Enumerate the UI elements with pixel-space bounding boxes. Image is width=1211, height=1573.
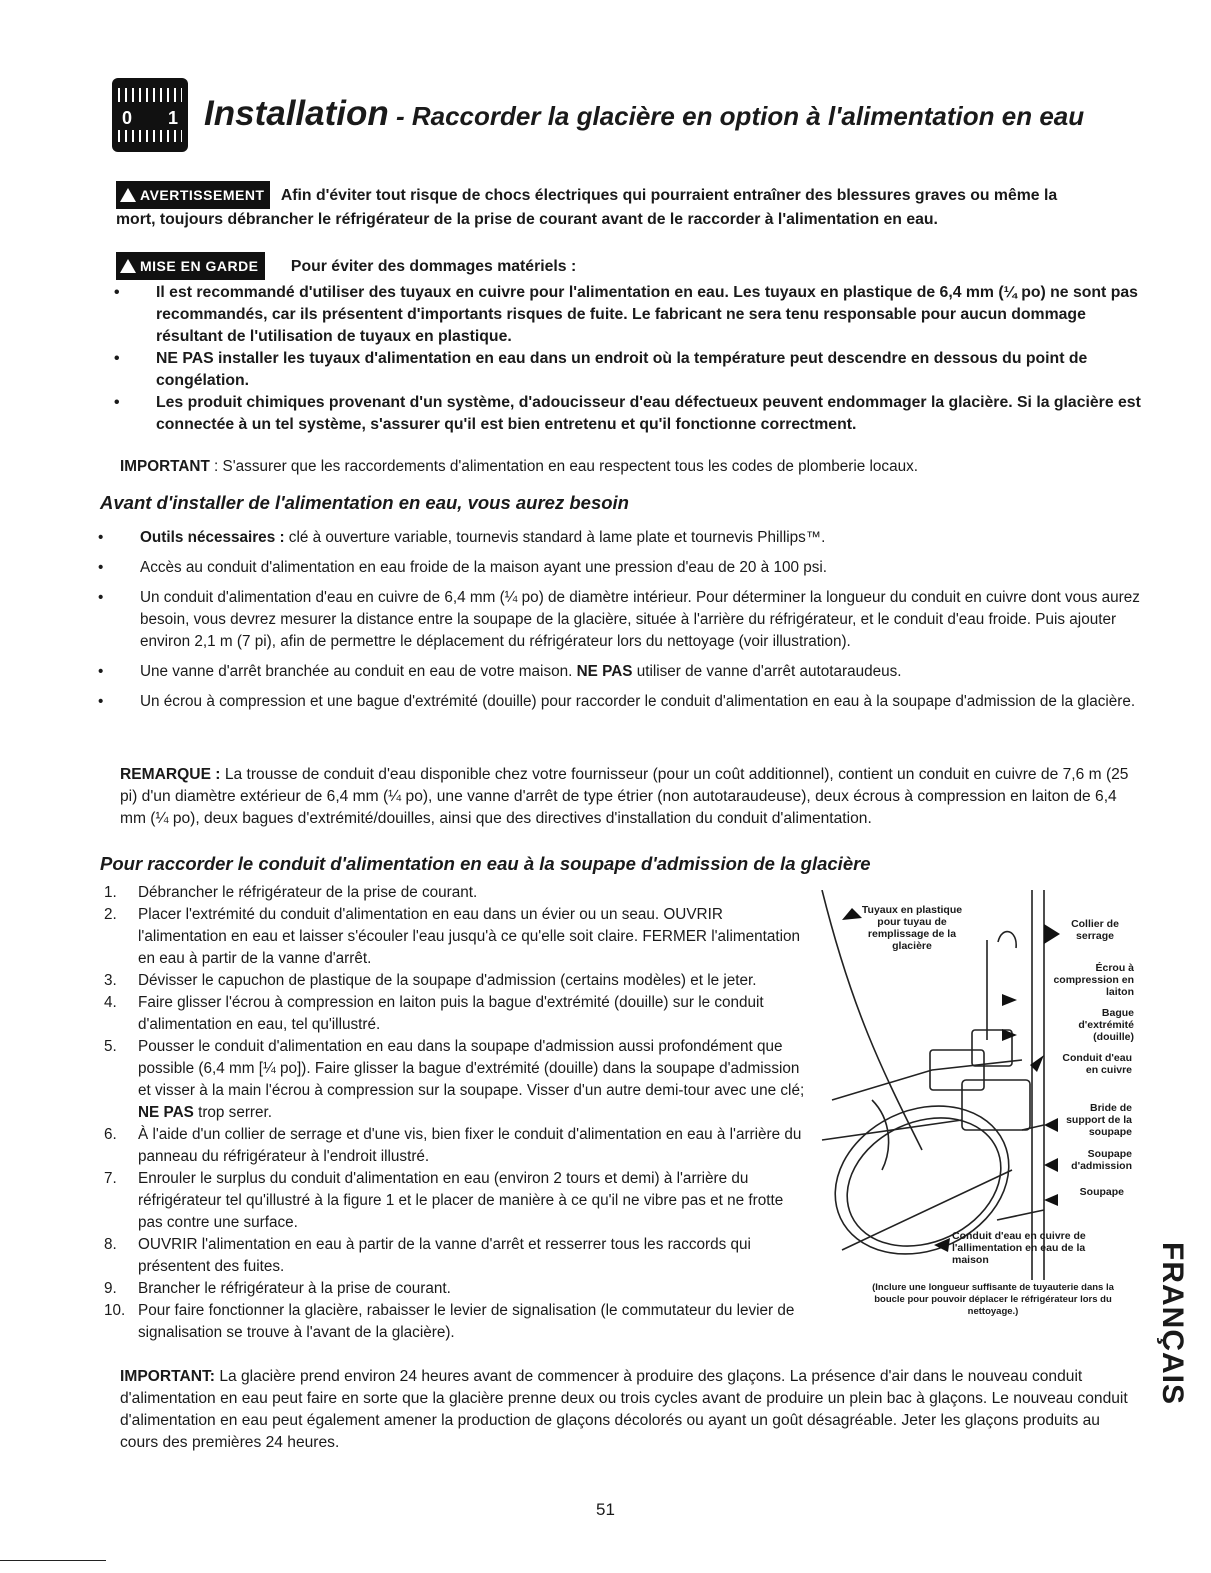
warning-block [116, 181, 1146, 231]
remarque-note [120, 764, 1130, 830]
list-item: • Un conduit d'alimentation d'eau en cuivre de 6,4 mm (¼ po) de diamètre intérieur. Pour déterminer la longueur du conduit en cuivre dont vous aurez besoin, vous devrez mesurer la distance entre la soupape de la glacière, située à l'arrière du réfrigérateur, et le conduit d'eau froide. Puis ajouter environ 2,1 m (7 pi), afin de permettre le déplacement du réfrigérateur lors du nettoyage (voir illustration). [100, 587, 1150, 653]
warning-line2: mort, toujours débrancher le réfrigérateur de la prise de courant avant de le raccorder à l'alimentation en eau. [116, 211, 938, 228]
list-item: • Un écrou à compression et une bague d'extrémité (douille) pour raccorder le conduit d'alimentation en eau à la soupape d'admission de la glacière. [100, 691, 1150, 713]
list-item: • Outils nécessaires : clé à ouverture variable, tournevis standard à lame plate et tournevis Phillips™. [100, 527, 1150, 549]
title-sub: - Raccorder la glacière en option à l'alimentation en eau [388, 101, 1085, 131]
language-tab-label: FRANÇAIS [1156, 1242, 1189, 1405]
caution-badge: MISE EN GARDE [116, 252, 265, 280]
important-note-1 [120, 456, 1140, 478]
connection-diagram [812, 890, 1137, 1350]
requirements-list [100, 527, 1150, 721]
warning-line1: Afin d'éviter tout risque de chocs électriques qui pourraient entraîner des blessures graves ou même la [280, 187, 1058, 204]
caution-item: • Les produit chimiques provenant d'un système, d'adoucisseur d'eau défectueux peuvent endommager la glacière. Si la glacière est connectée à un tel système, s'assurer qu'il est bien entretenu et qu'il fonctionne correctment. [116, 392, 1146, 436]
step-item: 4. Faire glisser l'écrou à compression en laiton puis la bague d'extrémité (douille) sur le conduit d'alimentation en eau, tel qu'illustré. [104, 994, 764, 1033]
label-soupape-admission: Soupape d'admission [1071, 1148, 1132, 1172]
ruler-one: 1 [168, 108, 179, 128]
label-bague: Bague d'extrémité (douille) [1078, 1007, 1134, 1043]
label-conduit-maison: Conduit d'eau en cuivre de l'allimentation en eau de la maison [952, 1230, 1086, 1266]
step-item: 9. Brancher le réfrigérateur à la prise de courant. [104, 1280, 451, 1297]
title-main: Installation [204, 94, 389, 133]
page-number: 51 [596, 1500, 615, 1519]
label-tuyaux: Tuyaux en plastique pour tuyau de remplissage de la glacière [861, 904, 963, 952]
steps-list [104, 882, 812, 1344]
important-label: IMPORTANT [120, 458, 210, 475]
label-bride: Bride de support de la soupape [1066, 1102, 1132, 1138]
remarque-text: La trousse de conduit d'eau disponible chez votre fournisseur (pour un coût additionnel), contient un conduit en cuivre de 7,6 m (25 pi) d'un diamètre extérieur de 6,4 mm (¼ po), une vanne d'arrêt de type étrier (non autotaraudeuse), deux écrous à compression en laiton de 6,4 mm (¼ po), deux bagues d'extrémité/douilles, ainsi que des directives d'installation du conduit d'alimentation. [120, 766, 1129, 827]
caution-intro: Pour éviter des dommages matériels : [290, 258, 577, 275]
ruler-zero: 0 [122, 108, 133, 128]
label-ecrou: Écrou à compression en laiton [1053, 962, 1134, 998]
important2-text: La glacière prend environ 24 heures avant de commencer à produire des glaçons. La présence d'air dans le nouveau conduit d'alimentation en eau peut faire en sorte que la glacière prenne deux ou trois cycles avant de produire un plein bac à glaçons. Le nouveau conduit d'alimentation en eau peut également amener la production de glaçons décolorés ou ayant un goût désagréable. Jeter les glaçons produits au cours des premières 24 heures. [120, 1368, 1128, 1451]
important-note-2 [120, 1366, 1140, 1454]
step-item: 10. Pour faire fonctionner la glacière, rabaisser le levier de signalisation (le commutateur du levier de signalisation se trouve à l'avant de la glacière). [104, 1302, 795, 1341]
section-heading-before: Avant d'installer de l'alimentation en eau, vous aurez besoin [100, 492, 629, 513]
caution-block [116, 252, 1146, 436]
remarque-label: REMARQUE : [120, 766, 221, 783]
step-item: 5. Pousser le conduit d'alimentation en eau dans la soupape d'admission aussi profondément que possible (6,4 mm [¼ po]). Faire glisser la bague d'extrémité (douille) dans la soupape d'admission et visser à la main l'écrou à compression sur la soupape. Visser d'un autre demi-tour avec une clé; NE PAS trop serrer. [104, 1038, 805, 1121]
section-heading-connect: Pour raccorder le conduit d'alimentation en eau à la soupape d'admission de la glacière [100, 853, 871, 874]
warning-triangle-icon [120, 188, 136, 202]
step-item: 8. OUVRIR l'alimentation en eau à partir de la vanne d'arrêt et resserrer tous les raccords qui présentent des fuites. [104, 1236, 751, 1275]
list-item: • Accès au conduit d'alimentation en eau froide de la maison ayant une pression d'eau de 20 à 100 psi. [100, 557, 1150, 579]
step-item: 7. Enrouler le surplus du conduit d'alimentation en eau (environ 2 tours et demi) à l'arrière du réfrigérateur tel qu'illustré à la figure 1 et le placer de manière à ce qu'il ne vibre pas et ne frotte pas contre une surface. [104, 1170, 784, 1231]
important-text: : S'assurer que les raccordements d'alimentation en eau respectent tous les codes de plomberie locaux. [209, 458, 918, 475]
ruler-icon [112, 78, 188, 152]
caution-item: • Il est recommandé d'utiliser des tuyaux en cuivre pour l'alimentation en eau. Les tuyaux en plastique de 6,4 mm (¼ po) ne sont pas recommandés, car ils présentent d'importants risques de fuite. Le fabricant ne sera tenu responsable pour aucun dommage résultant de l'utilisation de tuyaux en plastique. [116, 282, 1146, 348]
caution-triangle-icon [120, 259, 136, 273]
page-title [204, 94, 1084, 134]
step-item: 2. Placer l'extrémité du conduit d'alimentation en eau dans un évier ou un seau. OUVRIR l'alimentation en eau et laisser s'écouler l'eau jusqu'à ce qu'elle soit claire. FERMER l'alimentation en eau à partir de la vanne d'arrêt. [104, 906, 801, 967]
language-tab [1152, 1240, 1192, 1410]
caution-item: • NE PAS installer les tuyaux d'alimentation en eau dans un endroit où la température peut descendre en dessous du point de congélation. [116, 348, 1146, 392]
label-conduit-eau: Conduit d'eau en cuivre [1062, 1052, 1132, 1076]
label-soupape: Soupape [1079, 1186, 1124, 1198]
label-inclure: (Inclure une longueur suffisante de tuyauterie dans la boucle pour pouvoir déplacer le réfrigérateur lors du nettoyage.) [872, 1282, 1114, 1317]
step-item: 6. À l'aide d'un collier de serrage et d'une vis, bien fixer le conduit d'alimentation en eau à l'arrière du panneau du réfrigérateur à l'endroit illustré. [104, 1126, 802, 1165]
warning-badge: AVERTISSEMENT [116, 181, 270, 209]
label-collier: Collier de serrage [1071, 918, 1119, 942]
important2-label: IMPORTANT: [120, 1368, 215, 1385]
step-item: 3. Dévisser le capuchon de plastique de la soupape d'admission (certains modèles) et le jeter. [104, 972, 757, 989]
footer-rule [0, 1560, 106, 1561]
step-item: 1. Débrancher le réfrigérateur de la prise de courant. [104, 884, 478, 901]
list-item: • Une vanne d'arrêt branchée au conduit en eau de votre maison. NE PAS utiliser de vanne d'arrêt autotaraudeus. [100, 661, 1150, 683]
